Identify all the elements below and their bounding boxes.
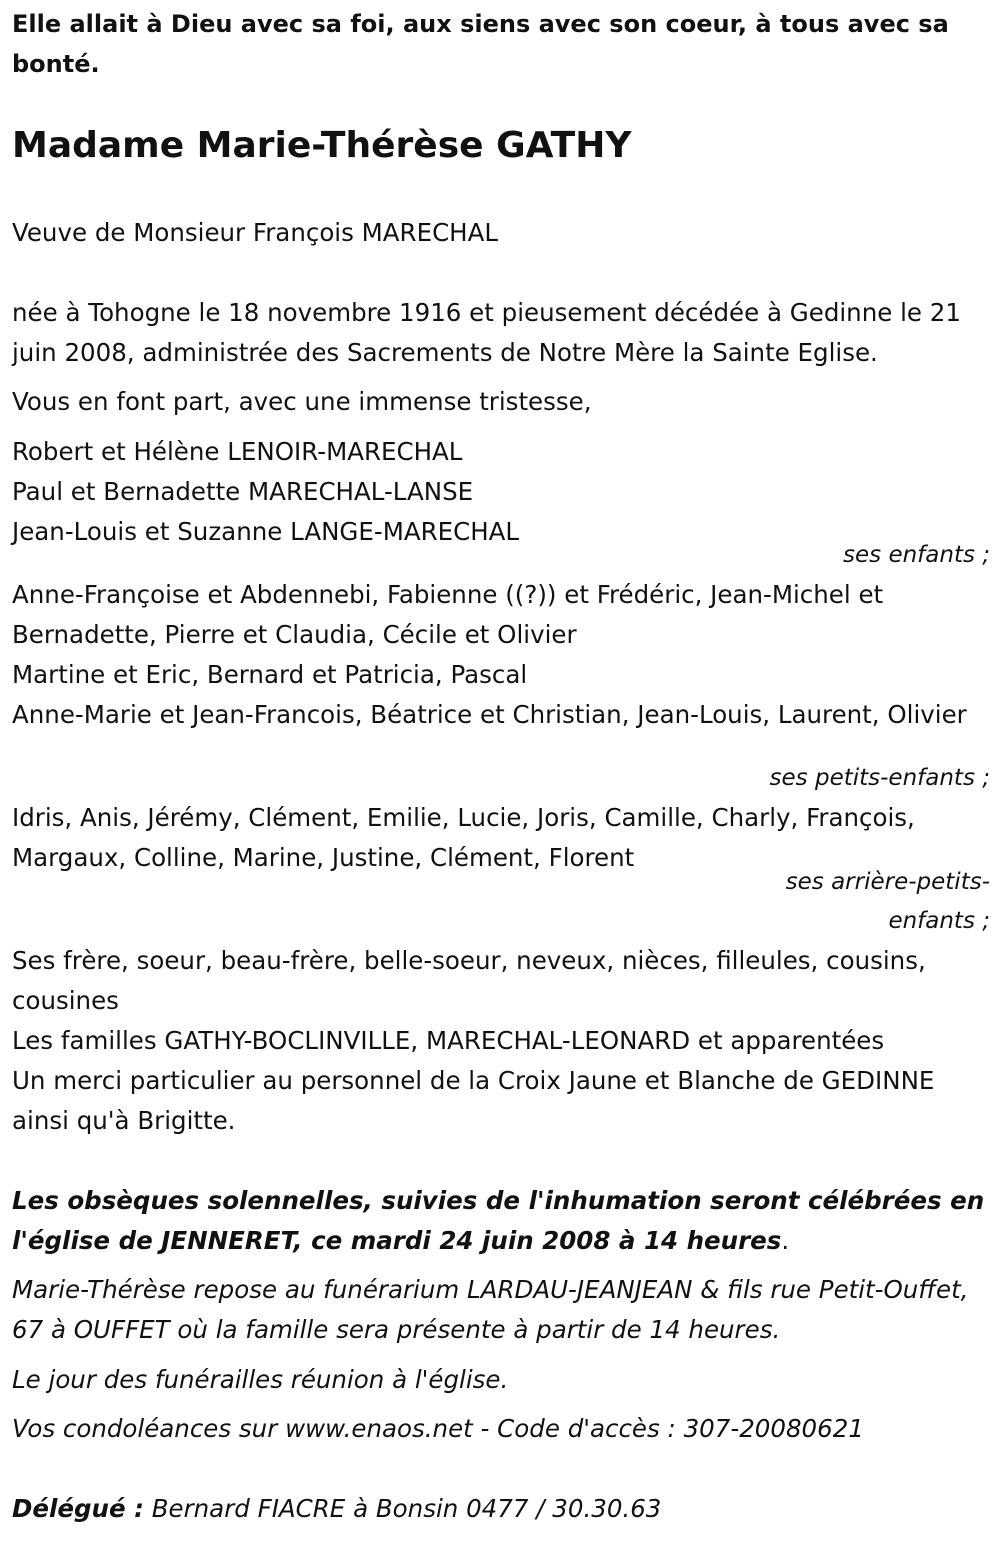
- extended-family: [12, 941, 992, 1141]
- funeral-text: Les obsèques solennelles, suivies de l'inhumation seront célébrées en l'église de JENNERET, ce mardi 24 juin 2008 à 14 heures: [12, 1186, 985, 1255]
- children-label: ses enfants ;: [843, 542, 990, 568]
- delegate-label: Délégué :: [12, 1494, 144, 1523]
- child-entry: Jean-Louis et Suzanne LANGE-MARECHAL: [12, 517, 520, 546]
- child-entry: Robert et Hélène LENOIR-MARECHAL: [12, 437, 463, 466]
- delegate-info: Bernard FIACRE à Bonsin 0477 / 30.30.63: [143, 1494, 662, 1523]
- great-grandchildren-list: Idris, Anis, Jérémy, Clément, Emilie, Lucie, Joris, Camille, Charly, François, Margaux, Colline, Marine, Justine, Clément, Florent: [12, 803, 915, 872]
- meeting-text: Le jour des funérailles réunion à l'église.: [12, 1365, 509, 1394]
- grandchild-entry: Anne-Marie et Jean-Francois, Béatrice et Christian, Jean-Louis, Laurent, Olivier: [12, 700, 967, 729]
- grandchild-entry: Martine et Eric, Bernard et Patricia, Pascal: [12, 660, 528, 689]
- great-grandchildren-label-line: enfants ;: [888, 908, 990, 934]
- grandchildren-label: ses petits-enfants ;: [769, 765, 990, 791]
- birth-death-text: née à Tohogne le 18 novembre 1916 et pieusement décédée à Gedinne le 21 juin 2008, administrée des Sacrements de Notre Mère la Sainte Eglise.: [12, 298, 961, 367]
- condolences-text: Vos condoléances sur www.enaos.net - Code d'accès : 307-20080621: [12, 1414, 864, 1443]
- funeral-period: .: [781, 1226, 790, 1255]
- family-entry: Les familles GATHY-BOCLINVILLE, MARECHAL-LEONARD et apparentées: [12, 1026, 885, 1055]
- child-entry: Paul et Bernadette MARECHAL-LANSE: [12, 477, 474, 506]
- widow-of: Veuve de Monsieur François MARECHAL: [12, 218, 499, 247]
- deceased-name: Madame Marie-Thérèse GATHY: [12, 125, 632, 166]
- family-entry: Ses frère, soeur, beau-frère, belle-soeur, neveux, nièces, filleules, cousins, cousines: [12, 946, 926, 1015]
- family-entry: Un merci particulier au personnel de la Croix Jaune et Blanche de GEDINNE ainsi qu'à Brigitte.: [12, 1066, 935, 1135]
- great-grandchildren-label: [786, 863, 990, 941]
- children-list: [12, 432, 992, 552]
- announcement-text: Vous en font part, avec une immense tristesse,: [12, 387, 592, 416]
- grandchildren-list: [12, 575, 992, 735]
- funeral-announcement: [12, 1181, 992, 1261]
- grandchild-entry: Anne-Françoise et Abdennebi, Fabienne ((?)) et Frédéric, Jean-Michel et Bernadette, Pierre et Claudia, Cécile et Olivier: [12, 580, 884, 649]
- delegate-line: [12, 1489, 992, 1529]
- rest-place-text: Marie-Thérèse repose au funérarium LARDAU-JEANJEAN & fils rue Petit-Ouffet, 67 à OUFFET où la famille sera présente à partir de 14 heures.: [12, 1275, 969, 1344]
- great-grandchildren-label-line: ses arrière-petits-: [785, 869, 990, 895]
- epitaph-quote: Elle allait à Dieu avec sa foi, aux siens avec son coeur, à tous avec sa bonté.: [12, 10, 949, 78]
